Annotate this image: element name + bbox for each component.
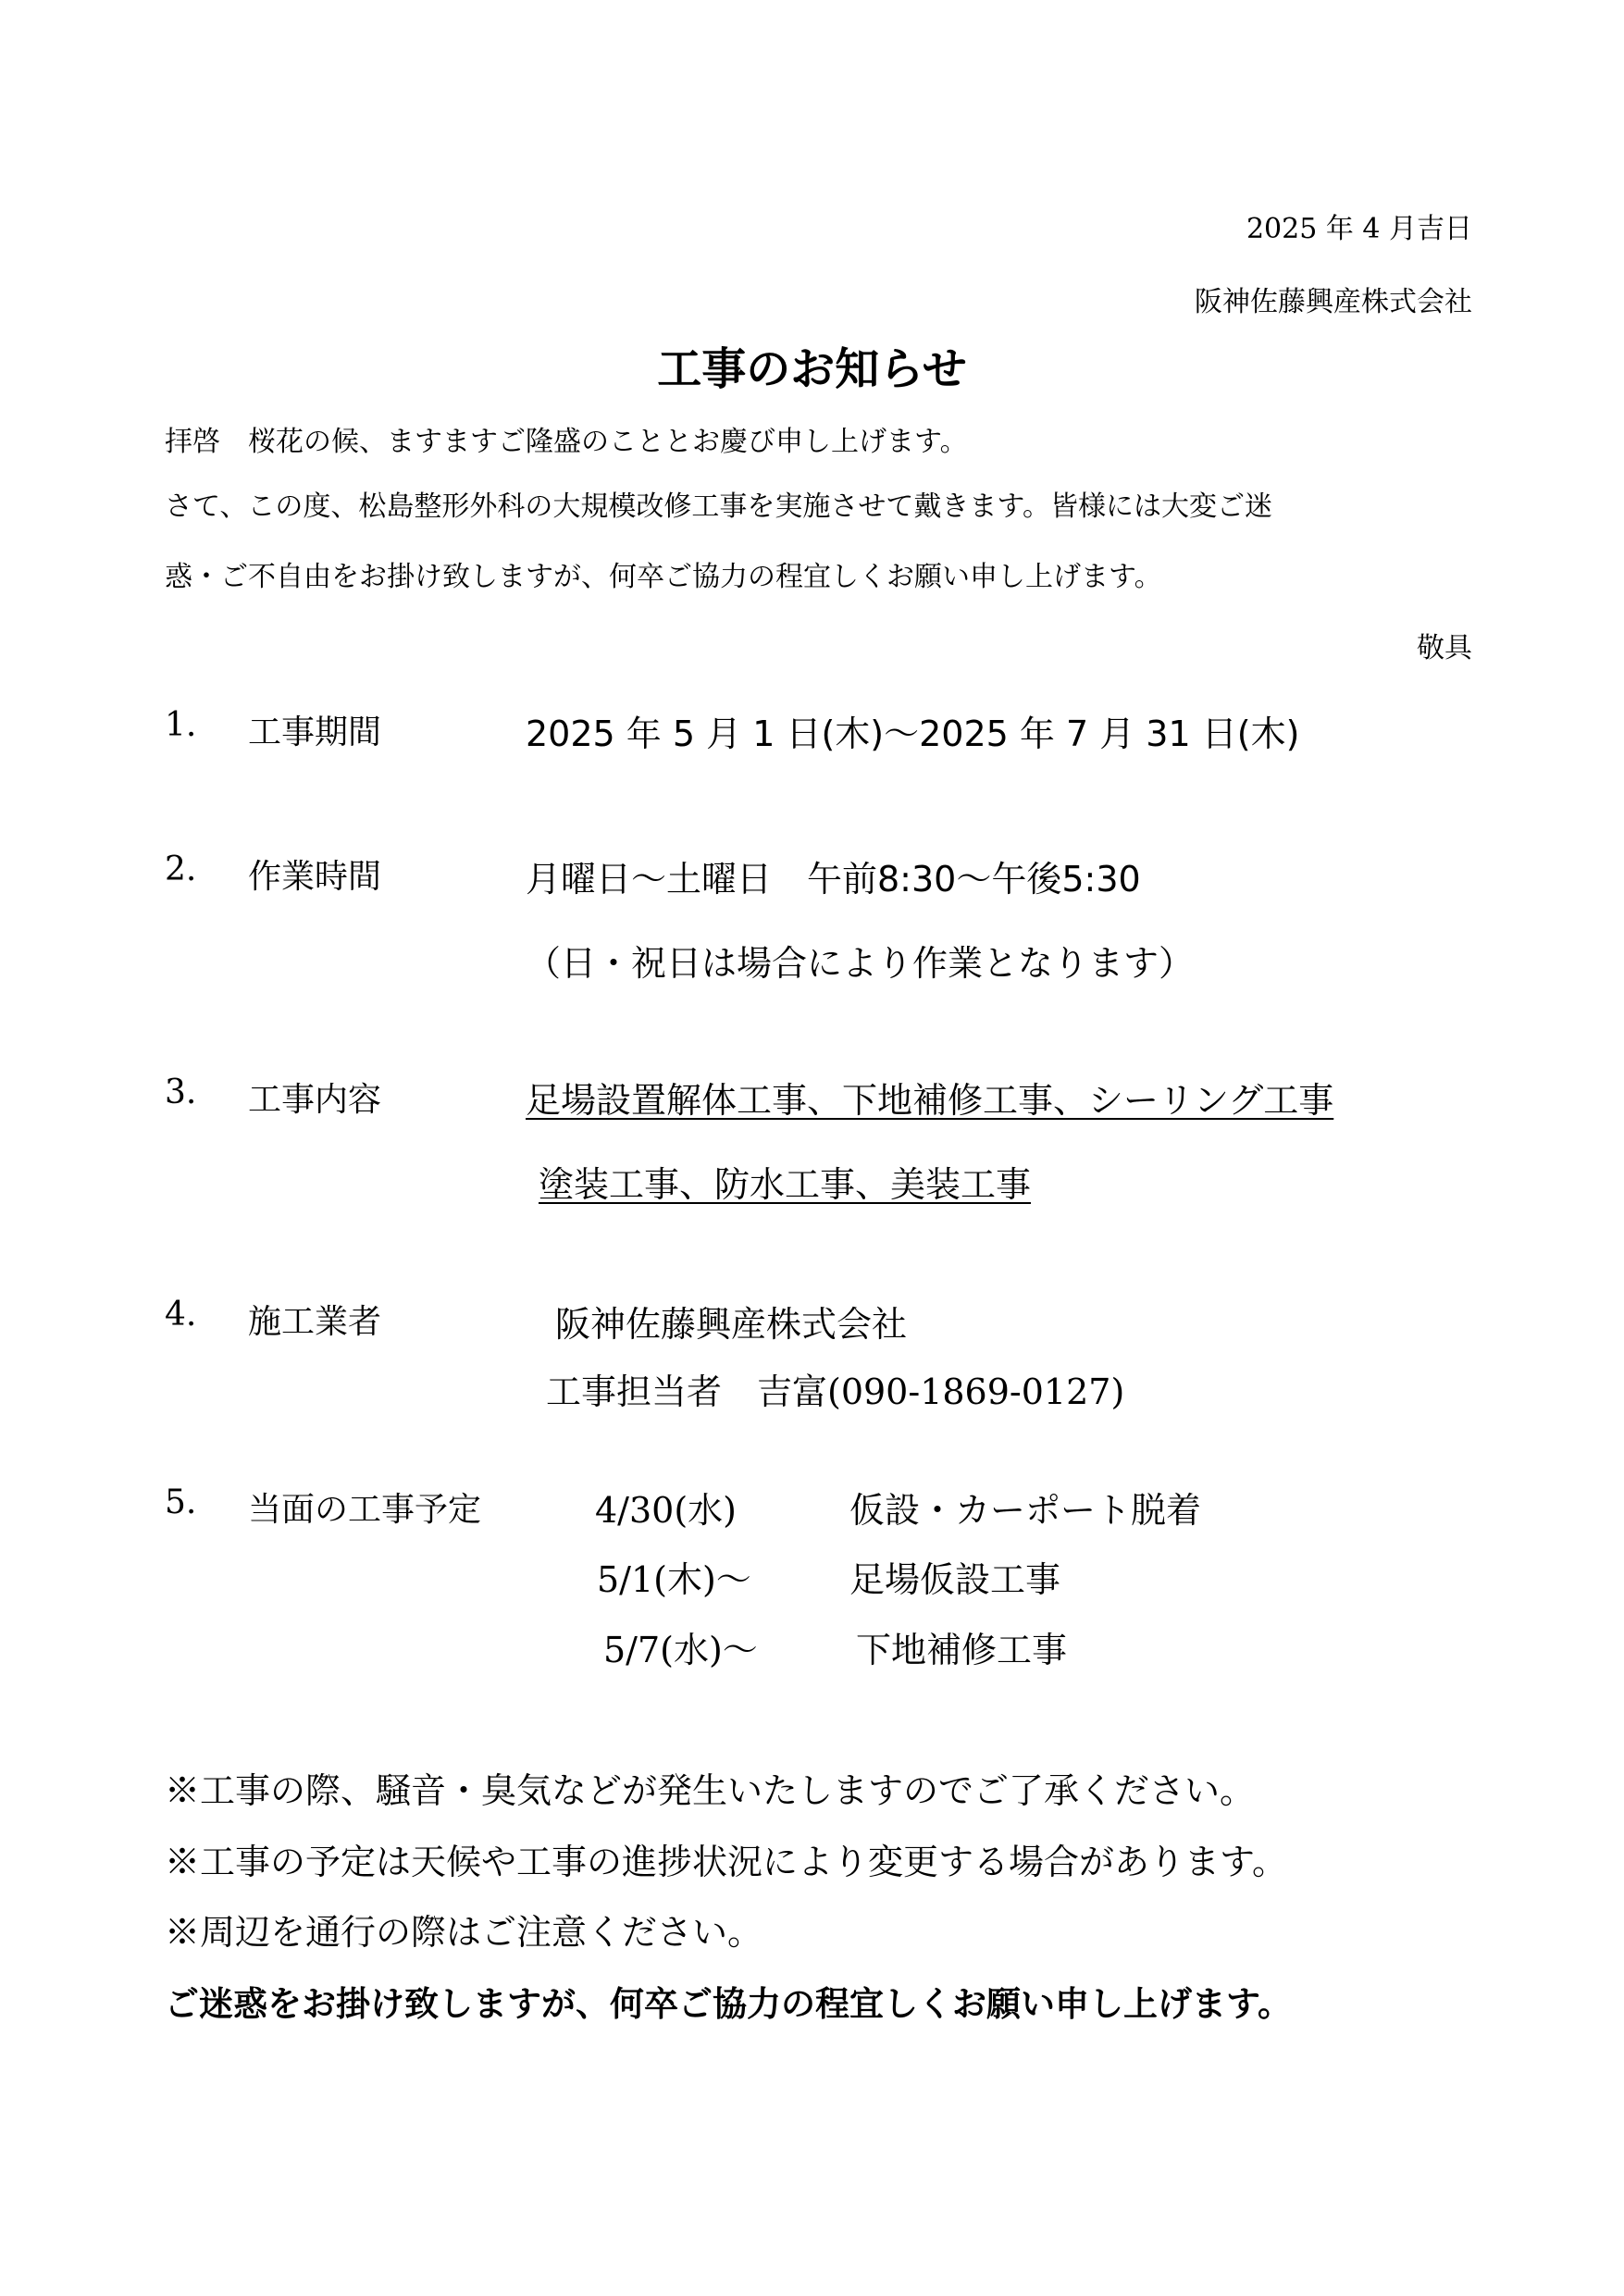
schedule-date-2: 5/1(木)～ — [597, 1559, 751, 1600]
contractor-contact: 工事担当者 吉富(090-1869-0127) — [546, 1371, 1125, 1412]
closing-request: ご迷惑をお掛け致しますが、何卒ご協力の程宜しくお願い申し上げます。 — [165, 1984, 1293, 2024]
schedule-date-3: 5/7(水)～ — [603, 1630, 758, 1670]
note-caution: ※周辺を通行の際はご注意ください。 — [165, 1912, 763, 1953]
hours-note: （日・祝日は場合により作業となります） — [526, 943, 1195, 984]
item-number-2: 2. — [165, 850, 197, 888]
greeting-line-1: 拝啓 桜花の候、ますますご隆盛のこととお慶び申し上げます。 — [165, 426, 968, 458]
note-schedule-change: ※工事の予定は天候や工事の進捗状況により変更する場合があります。 — [165, 1842, 1287, 1882]
item-label-content: 工事内容 — [248, 1081, 382, 1119]
item-label-period: 工事期間 — [248, 714, 382, 751]
greeting-line-2: さて、この度、松島整形外科の大規模改修工事を実施させて戴きます。皆様には大変ご迷 — [165, 490, 1272, 523]
item-number-4: 4. — [165, 1296, 197, 1334]
item-label-contractor: 施工業者 — [248, 1303, 382, 1341]
contractor-company: 阪神佐藤興産株式会社 — [555, 1304, 908, 1345]
note-noise: ※工事の際、騒音・臭気などが発生いたしますのでご了承ください。 — [165, 1770, 1256, 1811]
item-number-5: 5. — [165, 1483, 197, 1521]
schedule-task-3: 下地補修工事 — [856, 1630, 1068, 1670]
issuer-company: 阪神佐藤興産株式会社 — [1195, 286, 1472, 318]
item-number-1: 1. — [165, 706, 197, 744]
hours-value: 月曜日～土曜日 午前8:30～午後5:30 — [526, 859, 1141, 900]
period-value: 2025 年 5 月 1 日(木)～2025 年 7 月 31 日(木) — [526, 714, 1300, 754]
page-title: 工事のお知らせ — [657, 343, 967, 395]
greeting-line-3: 惑・ご不自由をお掛け致しますが、何卒ご協力の程宜しくお願い申し上げます。 — [165, 561, 1162, 593]
notice-date: 2025 年 4 月吉日 — [1246, 213, 1472, 245]
greeting-closing: 敬具 — [1417, 632, 1472, 664]
item-number-3: 3. — [165, 1074, 197, 1111]
schedule-task-1: 仮設・カーポート脱着 — [849, 1490, 1202, 1531]
item-label-schedule: 当面の工事予定 — [248, 1491, 482, 1529]
content-line-2: 塗装工事、防水工事、美装工事 — [539, 1164, 1032, 1205]
item-label-hours: 作業時間 — [248, 858, 382, 896]
content-line-1: 足場設置解体工事、下地補修工事、シーリング工事 — [526, 1080, 1334, 1121]
schedule-date-1: 4/30(水) — [595, 1490, 737, 1531]
schedule-task-2: 足場仮設工事 — [849, 1559, 1061, 1600]
